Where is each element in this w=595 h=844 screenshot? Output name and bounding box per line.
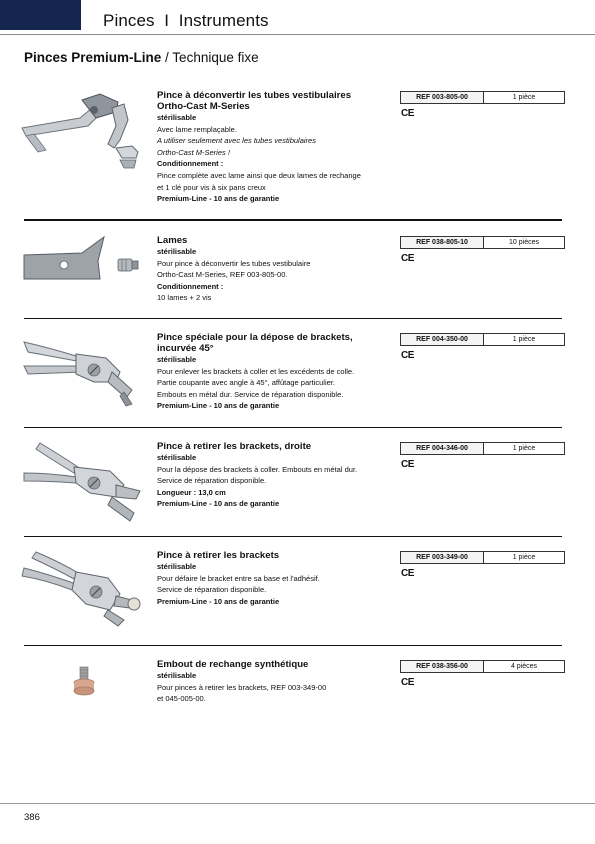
product-item xyxy=(0,332,595,422)
product-name-line2: incurvée 45° xyxy=(157,343,214,354)
plier-image-debond-tube xyxy=(20,90,150,185)
page-number: 386 xyxy=(24,812,40,823)
product-item xyxy=(0,235,595,315)
product-description xyxy=(157,659,392,705)
synthetic-tip-image xyxy=(20,663,150,703)
desc-line: Embouts en métal dur. Service de réparation disponible. xyxy=(157,389,344,399)
ref-code: REF 003-349-00 xyxy=(401,552,484,563)
product-description xyxy=(157,550,392,607)
blade-image xyxy=(20,235,150,285)
desc-line: Pour pince à déconvertir les tubes vestibulaire xyxy=(157,258,311,268)
section-title-rest: / Technique fixe xyxy=(161,50,259,65)
sterile-label: stérilisable xyxy=(157,562,197,571)
ref-code: REF 038-805-10 xyxy=(401,237,484,248)
sterile-label: stérilisable xyxy=(157,453,197,462)
product-item xyxy=(0,90,595,218)
header-corner-block xyxy=(0,0,81,30)
product-separator xyxy=(24,645,562,646)
sterile-label: stérilisable xyxy=(157,355,197,364)
packaging-label: Conditionnement : xyxy=(157,159,224,169)
plier-image-bracket-45 xyxy=(20,332,150,412)
product-name: Pince à retirer les brackets xyxy=(157,550,280,561)
packaging-label: Conditionnement : xyxy=(157,281,224,291)
ref-quantity: 1 pièce xyxy=(512,445,536,452)
ref-code: REF 003-805-00 xyxy=(401,92,484,103)
desc-line: A utiliser seulement avec les tubes vestibulaires xyxy=(157,136,316,146)
ref-box xyxy=(400,333,565,346)
desc-line: Pince complète avec lame ainsi que deux lames de rechange xyxy=(157,170,361,180)
desc-line: Pour défaire le bracket entre sa base et l'adhésif. xyxy=(157,573,320,583)
product-description xyxy=(157,441,392,510)
desc-line: et 1 clé pour vis à six pans creux xyxy=(157,182,266,192)
desc-line: Service de réparation disponible. xyxy=(157,476,267,486)
product-name: Embout de rechange synthétique xyxy=(157,659,309,670)
ref-code: REF 038-356-00 xyxy=(401,661,484,672)
ref-box xyxy=(400,236,565,249)
ref-quantity: 1 pièce xyxy=(512,554,536,561)
ref-quantity: 1 pièce xyxy=(512,336,536,343)
desc-line: Pour enlever les brackets à coller et les excédents de colle. xyxy=(157,366,355,376)
plier-image-bracket-remover xyxy=(20,550,150,630)
warranty-line: Premium-Line - 10 ans de garantie xyxy=(157,499,280,509)
ref-code: REF 004-346-00 xyxy=(401,443,484,454)
section-title xyxy=(24,50,259,65)
ref-box xyxy=(400,660,565,673)
desc-line: Ortho-Cast M-Series, REF 003-805-00. xyxy=(157,270,288,280)
warranty-line: Premium-Line - 10 ans de garantie xyxy=(157,596,280,606)
sterile-label: stérilisable xyxy=(157,671,197,680)
ref-quantity: 4 pièces xyxy=(510,663,538,670)
product-item xyxy=(0,659,595,719)
ref-box xyxy=(400,551,565,564)
desc-line: Partie coupante avec angle à 45°, affûtage particulier. xyxy=(157,378,335,388)
ce-mark: CE xyxy=(401,350,414,361)
desc-line: Pour la dépose des brackets à coller. Embouts en métal dur. xyxy=(157,464,358,474)
product-separator xyxy=(24,427,562,428)
product-description xyxy=(157,235,392,304)
ref-box xyxy=(400,442,565,455)
ce-mark: CE xyxy=(401,253,414,264)
footer-rule xyxy=(0,803,595,804)
product-name: Pince à déconvertir les tubes vestibulaires xyxy=(157,90,352,101)
ref-code: REF 004-350-00 xyxy=(401,334,484,345)
product-name-line2: Ortho-Cast M-Series xyxy=(157,101,250,112)
product-name: Pince à retirer les brackets, droite xyxy=(157,441,312,452)
product-separator xyxy=(24,219,562,221)
length-line: Longueur : 13,0 cm xyxy=(157,487,226,497)
ce-mark: CE xyxy=(401,568,414,579)
ref-quantity: 10 pièces xyxy=(509,239,539,246)
warranty-line: Premium-Line - 10 ans de garantie xyxy=(157,401,280,411)
ce-mark: CE xyxy=(401,459,414,470)
desc-line: et 045-005-00. xyxy=(157,694,206,704)
section-title-bold: Pinces Premium-Line xyxy=(24,50,162,65)
ref-quantity: 1 pièce xyxy=(512,94,536,101)
product-description xyxy=(157,332,392,412)
ref-box xyxy=(400,91,565,104)
ce-mark: CE xyxy=(401,108,414,119)
desc-line: Ortho-Cast M-Series ! xyxy=(157,147,230,157)
sterile-label: stérilisable xyxy=(157,247,197,256)
sterile-label: stérilisable xyxy=(157,113,197,122)
desc-line: 10 lames + 2 vis xyxy=(157,293,212,303)
product-name: Pince spéciale pour la dépose de brackets, xyxy=(157,332,353,343)
desc-line: Service de réparation disponible. xyxy=(157,585,267,595)
page-title: Pinces I Instruments xyxy=(103,11,269,30)
warranty-line: Premium-Line - 10 ans de garantie xyxy=(157,194,280,204)
product-separator xyxy=(24,318,562,319)
plier-image-bracket-straight xyxy=(20,441,150,526)
ce-mark: CE xyxy=(401,677,414,688)
product-separator xyxy=(24,536,562,537)
header-rule xyxy=(0,34,595,35)
product-description xyxy=(157,90,392,205)
product-item xyxy=(0,441,595,531)
desc-line: Avec lame remplaçable. xyxy=(157,124,237,134)
product-name: Lames xyxy=(157,235,188,246)
desc-line: Pour pinces à retirer les brackets, REF 003-349-00 xyxy=(157,682,327,692)
product-item xyxy=(0,550,595,640)
